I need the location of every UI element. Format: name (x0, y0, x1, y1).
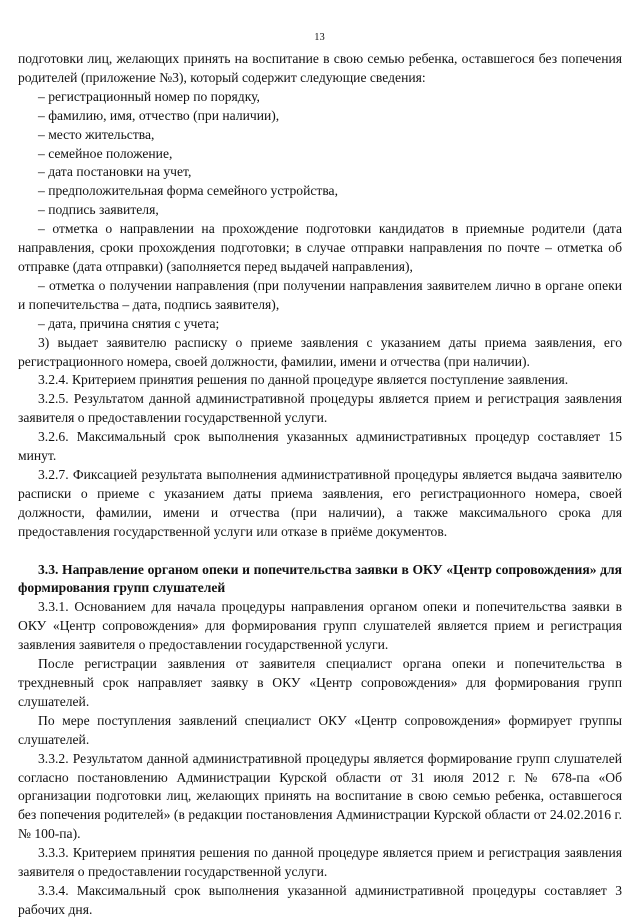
page-number: 13 (314, 32, 325, 43)
list-item: – подпись заявителя, (38, 202, 159, 218)
paragraph-after-registration: После регистрации заявления от заявителя специалист органа опеки и попечительства в трехдневный срок направляет заявку в ОКУ «Центр сопровождения» для формирования групп слушателей. (18, 656, 622, 709)
paragraph-3-2-4: 3.2.4. Критерием принятия решения по данной процедуре является поступление заявления. (38, 372, 569, 388)
paragraph-3-2-5: 3.2.5. Результатом данной административной процедуры является прием и регистрация заявления заявителя о предоставлении государственной услуги. (18, 391, 622, 426)
paragraph-3-2-6: 3.2.6. Максимальный срок выполнения указанных административных процедур составляет 15 минут. (18, 429, 622, 464)
paragraph-direction: – отметка о направлении на прохождение подготовки кандидатов в приемные родители (дата направления, сроки прохождения подготовки; в случае отправки направления по почте – отметка об отправке (дата отправки) (заполняется перед выдачей направления), (18, 221, 622, 274)
intro-paragraph: подготовки лиц, желающих принять на воспитание в свою семью ребенка, оставшегося без попечения родителей (приложение №3), который содержит следующие сведения: (18, 51, 622, 85)
list-item: – регистрационный номер по порядку, (38, 88, 260, 104)
paragraph-3: 3) выдает заявителю расписку о приеме заявления с указанием даты приема заявления, его регистрационного номера, своей должности, фамилии, имени и отчества (при наличии). (18, 334, 622, 369)
list-item: – дата постановки на учет, (38, 164, 192, 180)
paragraph-3-3-4: 3.3.4. Максимальный срок выполнения указанной административной процедуры составляет 3 рабочих дня. (18, 882, 622, 917)
section-heading-3-3: 3.3. Направление органом опеки и попечительства заявки в ОКУ «Центр сопровождения» для формирования групп слушателей (18, 561, 622, 596)
document-body (18, 50, 622, 920)
paragraph-3-3-1: 3.3.1. Основанием для начала процедуры направления органом опеки и попечительства заявки в ОКУ «Центр сопровождения» для формирования групп слушателей является прием и регистрация заявления заявителя о предоставлении государственной услуги. (18, 599, 622, 653)
paragraph-removal: – дата, причина снятия с учета; (38, 315, 220, 331)
list-item: – предположительная форма семейного устройства, (38, 183, 338, 199)
list-item: – фамилию, имя, отчество (при наличии), (38, 107, 280, 123)
paragraph-3-3-3: 3.3.3. Критерием принятия решения по данной процедуре является прием и регистрация заявления заявителя о предоставлении государственной услуги. (18, 845, 622, 880)
paragraph-3-3-2: 3.3.2. Результатом данной административной процедуры является формирование групп слушателей согласно постановлению Администрации Курской области от 31 июля 2012 г. № 678-па «Об организации подготовки лиц, желающих принять на воспитание в свою семью ребенка, оставшегося без попечения родителей» (в редакции постановления Администрации Курской области от 24.02.2016 г. № 100-па). (18, 750, 622, 842)
list-item: – семейное положение, (38, 145, 173, 161)
paragraph-3-2-7: 3.2.7. Фиксацией результата выполнения административной процедуры является выдача заявителю расписки о приеме с указанием даты приема заявления, его регистрационного номера, своей должности, фамилии, имени и отчества (при наличии), а также максимального срока для предоставления государственной услуги или отказе в приёме документов. (18, 466, 622, 539)
paragraph-receipt: – отметка о получении направления (при получении направления заявителем лично в органе опеки и попечительства – дата, подпись заявителя), (18, 277, 622, 312)
list-item: – место жительства, (38, 126, 155, 142)
paragraph-groups: По мере поступления заявлений специалист ОКУ «Центр сопровождения» формирует группы слушателей. (18, 712, 622, 747)
